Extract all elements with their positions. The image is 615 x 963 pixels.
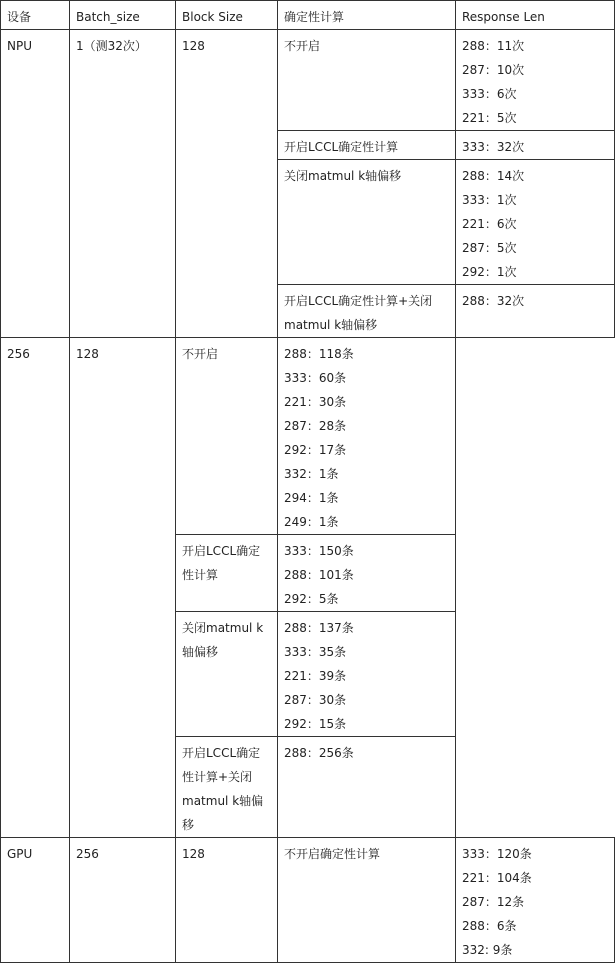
response-len-entry: 221：104条: [462, 871, 532, 885]
block-size-cell-text: 128: [182, 39, 205, 53]
deterministic-mode-cell: [176, 612, 278, 737]
deterministic-mode-text: 不开启确定性计算: [284, 847, 381, 861]
response-len-entry: 294：1条: [284, 491, 339, 505]
device-cell-text: NPU: [7, 39, 32, 53]
deterministic-mode-cell: [278, 131, 456, 160]
device-cell-text: GPU: [7, 847, 33, 861]
response-len-entry: 333：35条: [284, 645, 347, 659]
response-len-entry: 288：14次: [462, 169, 525, 183]
table-row: [1, 30, 615, 131]
block-size-cell: [176, 30, 278, 338]
response-len-entry: 288：6条: [462, 919, 517, 933]
response-len-entry: 287：30条: [284, 693, 347, 707]
response-len-entry: 292：15条: [284, 717, 347, 731]
batch-size-cell-text: 256: [7, 347, 30, 361]
response-len-entry: 288：256条: [284, 746, 354, 760]
response-len-entry: 332：1条: [284, 467, 339, 481]
response-len-entry: 292：5条: [284, 592, 339, 606]
response-len-entry: 221：30条: [284, 395, 347, 409]
response-len-entry: 221：5次: [462, 111, 517, 125]
deterministic-mode-text: 不开启: [284, 39, 321, 53]
response-len-entry: 333：60条: [284, 371, 347, 385]
deterministic-mode-text: 开启LCCL确定性计算: [182, 544, 261, 582]
deterministic-mode-text: 开启LCCL确定性计算: [284, 140, 399, 154]
response-len-cell: [456, 160, 615, 285]
response-len-entry: 287：10次: [462, 63, 525, 77]
block-size-cell: [70, 338, 176, 838]
response-len-cell: [456, 131, 615, 160]
header-response-len: Response Len: [456, 1, 615, 30]
device-cell: [1, 30, 70, 338]
deterministic-mode-text: 不开启: [182, 347, 219, 361]
header-row: [1, 1, 615, 30]
response-len-cell: [278, 612, 456, 737]
response-len-entry: 221：39条: [284, 669, 347, 683]
header-batch-size: Batch_size: [70, 1, 176, 30]
deterministic-mode-cell: [278, 838, 456, 963]
response-len-entry: 333：1次: [462, 193, 517, 207]
block-size-cell: [176, 838, 278, 963]
response-len-entry: 333：150条: [284, 544, 354, 558]
table-row: [1, 338, 615, 535]
response-len-cell: [278, 535, 456, 612]
deterministic-mode-text: 开启LCCL确定性计算+关闭matmul k轴偏移: [284, 294, 433, 332]
response-len-entry: 292：1次: [462, 265, 517, 279]
batch-size-cell: [70, 30, 176, 338]
response-len-entry: 287：5次: [462, 241, 517, 255]
table-body: [1, 30, 615, 963]
batch-size-cell: [1, 338, 70, 838]
deterministic-mode-cell: [176, 535, 278, 612]
block-size-cell-text: 128: [182, 847, 205, 861]
deterministic-mode-cell: [278, 285, 456, 338]
response-len-cell: [278, 338, 456, 535]
response-len-entry: 287：12条: [462, 895, 525, 909]
response-len-entry: 287：28条: [284, 419, 347, 433]
response-len-entry: 333：6次: [462, 87, 517, 101]
deterministic-mode-text: 开启LCCL确定性计算+关闭matmul k轴偏移: [182, 746, 264, 832]
response-len-entry: 288：137条: [284, 621, 354, 635]
table-row: [1, 838, 615, 963]
header-device: 设备: [1, 1, 70, 30]
response-len-entry: 288：11次: [462, 39, 525, 53]
response-len-entry: 249：1条: [284, 515, 339, 529]
deterministic-mode-cell: [176, 737, 278, 838]
block-size-cell-text: 128: [76, 347, 99, 361]
deterministic-mode-cell: [176, 338, 278, 535]
response-len-cell: [456, 30, 615, 131]
response-len-cell: [456, 838, 615, 963]
batch-size-cell-text: 1（测32次）: [76, 39, 147, 53]
header-block-size: Block Size: [176, 1, 278, 30]
deterministic-mode-cell: [278, 30, 456, 131]
response-len-entry: 332: 9条: [462, 943, 513, 957]
header-deterministic: 确定性计算: [278, 1, 456, 30]
response-len-entry: 221：6次: [462, 217, 517, 231]
batch-size-cell: [70, 838, 176, 963]
deterministic-mode-cell: [278, 160, 456, 285]
deterministic-mode-text: 关闭matmul k轴偏移: [284, 169, 402, 183]
response-len-entry: 288：32次: [462, 294, 525, 308]
device-cell: [1, 838, 70, 963]
response-len-entry: 333：32次: [462, 140, 525, 154]
response-len-entry: 333：120条: [462, 847, 532, 861]
deterministic-mode-text: 关闭matmul k轴偏移: [182, 621, 264, 659]
response-len-cell: [456, 285, 615, 338]
response-len-entry: 292：17条: [284, 443, 347, 457]
response-len-entry: 288：118条: [284, 347, 354, 361]
response-len-entry: 288：101条: [284, 568, 354, 582]
batch-size-cell-text: 256: [76, 847, 99, 861]
response-len-cell: [278, 737, 456, 838]
